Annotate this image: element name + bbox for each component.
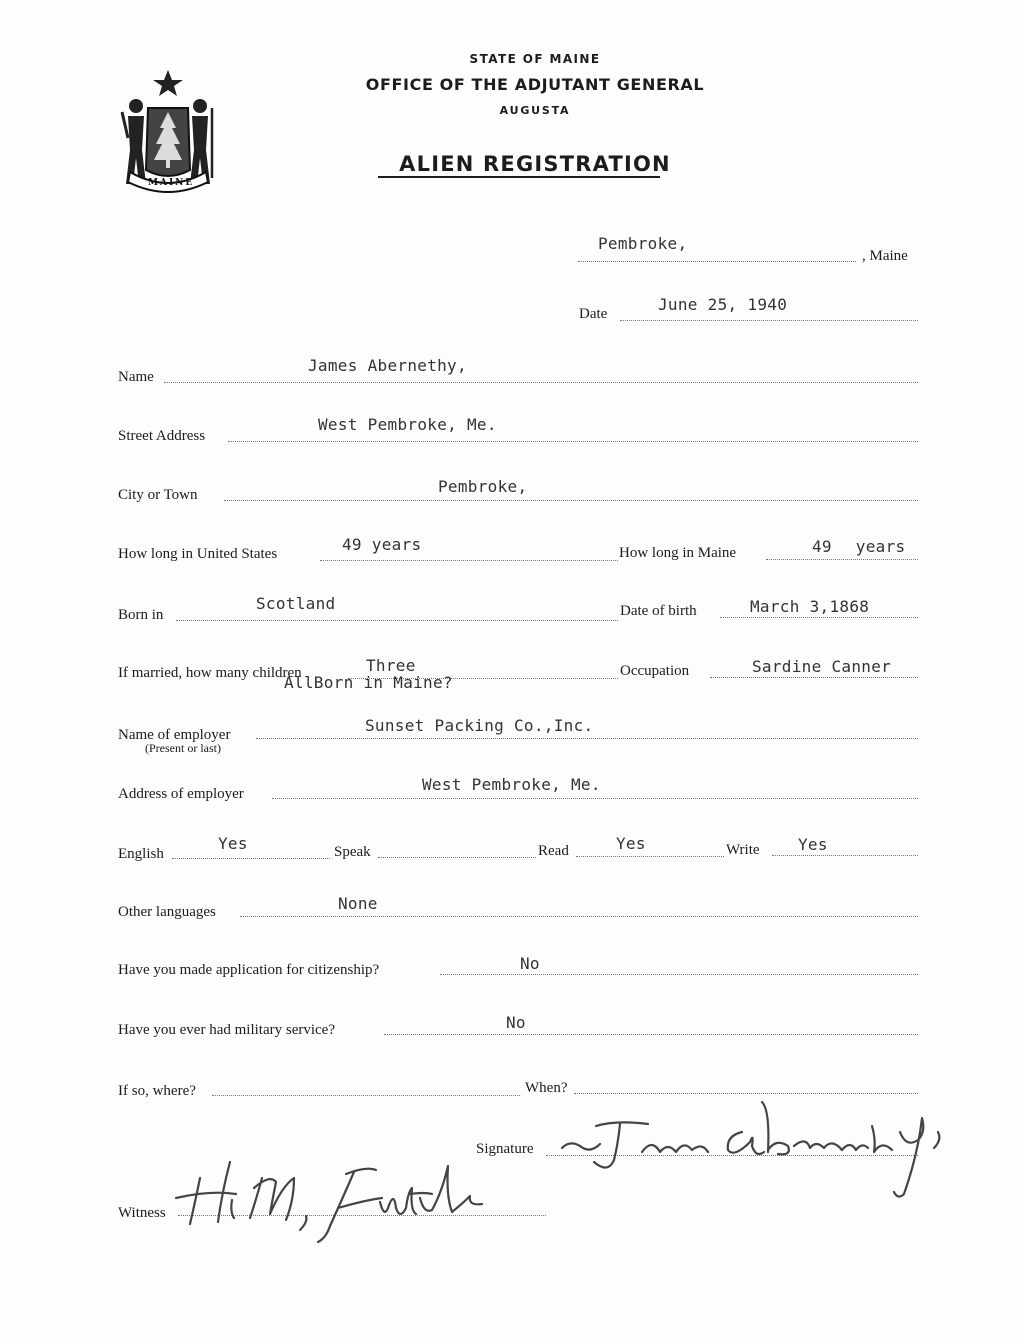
born-in-value: Scotland [256,594,336,613]
city-heading: AUGUSTA [499,104,571,117]
when-label: When? [525,1080,568,1096]
children-value: Three [366,656,416,675]
speak-line [378,857,536,858]
street-address-label: Street Address [118,428,206,444]
name-value: James Abernethy, [308,356,467,375]
office-heading: OFFICE OF THE ADJUTANT GENERAL [365,75,705,94]
city-or-town-label: City or Town [118,487,198,503]
city-or-town-line [224,500,918,501]
how-long-us-line [320,560,618,561]
state-heading: STATE OF MAINE [469,52,601,66]
city-or-town-value: Pembroke, [438,477,528,496]
when-line [574,1093,918,1094]
maine-label: , Maine [862,248,908,264]
town-line [578,261,856,262]
how-long-maine-value: 49 years [812,537,906,556]
citizenship-label: Have you made application for citizenship? [118,962,380,978]
other-languages-label: Other languages [118,904,216,920]
citizenship-line [440,974,918,975]
speak-label: Speak [334,844,371,860]
employer-address-value: West Pembroke, Me. [422,775,601,794]
military-label: Have you ever had military service? [118,1022,335,1038]
date-line [620,320,918,321]
occupation-line [710,677,918,678]
handwritten-signature [556,1096,960,1200]
seal-banner-text: MAINE [148,178,195,188]
street-address-value: West Pembroke, Me. [318,415,497,434]
maine-state-seal [112,66,224,194]
children-note: AllBorn in Maine? [284,673,453,692]
write-label: Write [726,842,760,858]
where-line [212,1095,520,1096]
read-label: Read [538,843,569,859]
where-label: If so, where? [118,1083,196,1099]
employer-address-line [272,798,918,799]
employer-address-label: Address of employer [118,786,244,802]
date-value: June 25, 1940 [658,295,788,314]
other-languages-value: None [338,894,378,913]
write-value: Yes [798,835,828,854]
witness-label: Witness [118,1205,166,1221]
how-long-us-value: 49 years [342,535,422,554]
town-value: Pembroke, [598,234,688,253]
date-of-birth-line [720,617,918,618]
name-line [164,382,918,383]
title-underline [378,176,660,178]
born-in-label: Born in [118,607,164,623]
how-long-us-label: How long in United States [118,546,278,562]
how-long-maine-line [766,559,918,560]
date-of-birth-value: March 3,1868 [750,597,870,616]
signature-label: Signature [476,1141,534,1157]
occupation-value: Sardine Canner [752,657,892,676]
employer-value: Sunset Packing Co.,Inc. [365,716,594,735]
employer-label: Name of employer [118,727,231,743]
english-label: English [118,846,164,862]
citizenship-value: No [520,954,540,973]
read-value: Yes [616,834,646,853]
write-line [772,855,918,856]
date-label: Date [579,306,608,322]
name-label: Name [118,369,154,385]
witness-signature [170,1148,490,1244]
english-line [172,858,330,859]
military-value: No [506,1013,526,1032]
date-of-birth-label: Date of birth [620,603,697,619]
employer-line [256,738,918,739]
form-title: ALIEN REGISTRATION [399,152,671,176]
occupation-label: Occupation [620,663,690,679]
english-value: Yes [218,834,248,853]
other-languages-line [240,916,918,917]
how-long-maine-label: How long in Maine [619,545,737,561]
children-label: If married, how many children [118,665,302,681]
born-in-line [176,620,618,621]
street-address-line [228,441,918,442]
read-line [576,856,724,857]
military-line [384,1034,918,1035]
employer-sublabel: (Present or last) [145,741,221,755]
